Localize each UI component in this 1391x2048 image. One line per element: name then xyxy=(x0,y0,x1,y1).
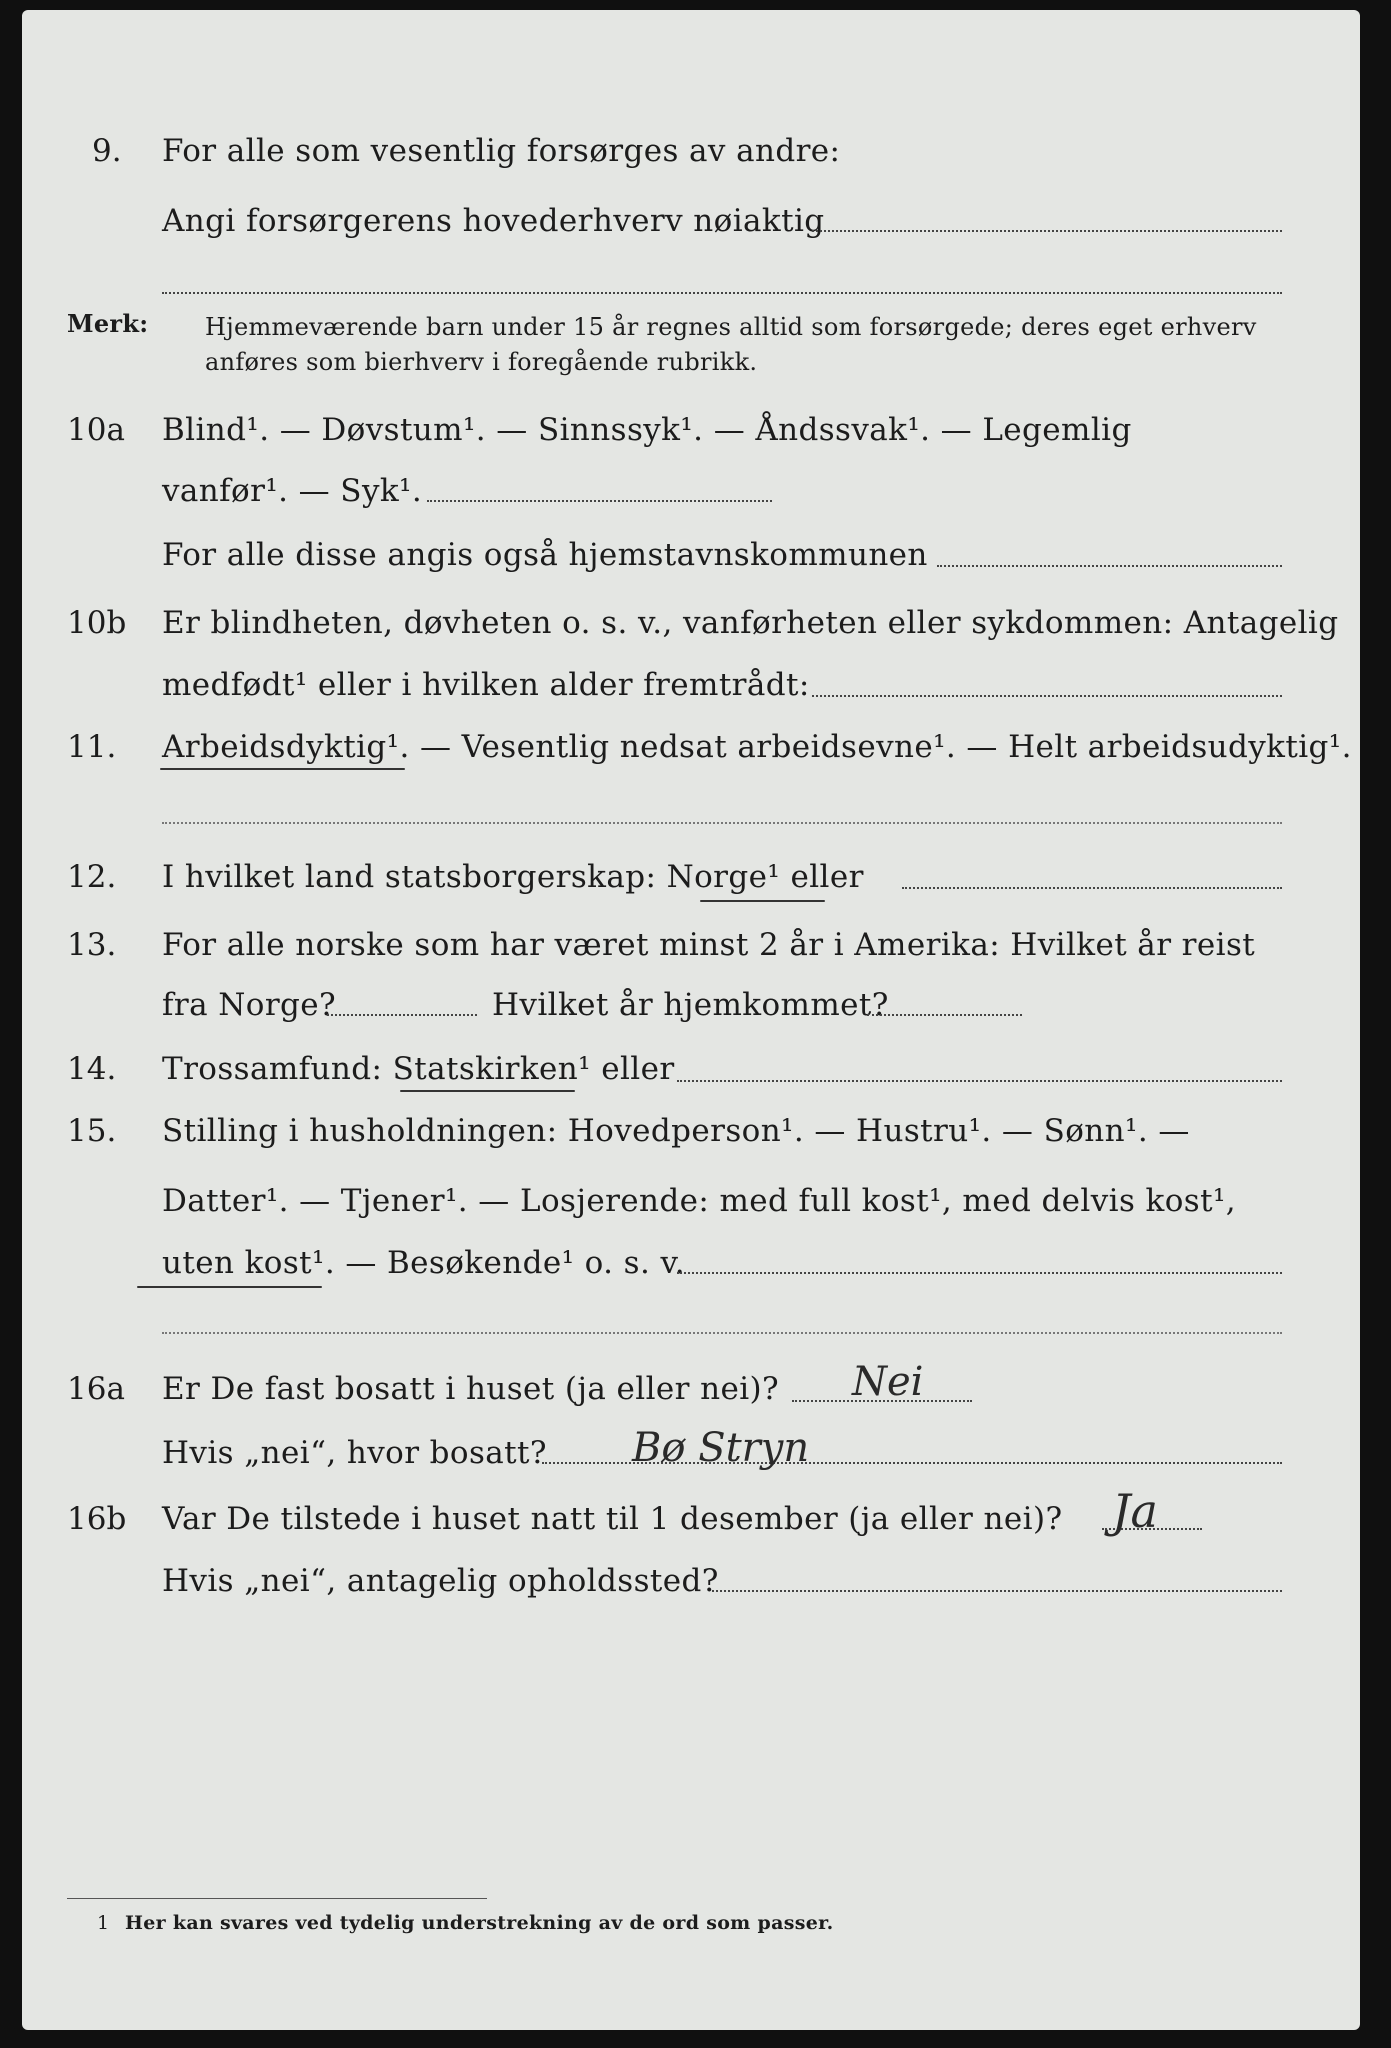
q12-number: 12. xyxy=(67,859,117,895)
q16b-number: 16b xyxy=(67,1501,127,1537)
divider xyxy=(162,822,1282,824)
divider xyxy=(162,1332,1282,1334)
footnote-mark: 1 xyxy=(97,1912,110,1934)
q10b-answer-field[interactable] xyxy=(812,695,1282,697)
q9-text-line1: For alle som vesentlig forsørges av andre: xyxy=(162,133,841,169)
q15-text-line3: uten kost¹. — Besøkende¹ o. s. v. xyxy=(162,1245,685,1281)
q12-text-line1: I hvilket land statsborgerskap: Norge¹ eller xyxy=(162,859,864,895)
q10a-number: 10a xyxy=(67,412,125,448)
q9-number: 9. xyxy=(92,133,122,169)
q15-text-line2: Datter¹. — Tjener¹. — Losjerende: med full kost¹, med delvis kost¹, xyxy=(162,1183,1237,1219)
q10b-text-line2: medfødt¹ eller i hvilken alder fremtrådt: xyxy=(162,667,810,703)
footnote-rule xyxy=(67,1898,487,1899)
q13-return-year-field[interactable] xyxy=(867,1014,1022,1016)
q11-number: 11. xyxy=(67,729,117,765)
footnote-text: Her kan svares ved tydelig understrekning av de ord som passer. xyxy=(125,1912,834,1934)
q11-text-line1: Arbeidsdyktig¹. — Vesentlig nedsat arbeidsevne¹. — Helt arbeidsudyktig¹. xyxy=(162,729,1352,765)
q10a-text-line1: Blind¹. — Døvstum¹. — Sinnssyk¹. — Åndssvak¹. — Legemlig xyxy=(162,412,1132,448)
q16b-text-line1: Var De tilstede i huset natt til 1 desember (ja eller nei)? xyxy=(162,1501,1063,1537)
q16b-whereabouts-field[interactable] xyxy=(712,1590,1282,1592)
q15-underline-mark xyxy=(137,1286,322,1288)
q13-text-line2a: fra Norge? xyxy=(162,987,337,1023)
q16a-number: 16a xyxy=(67,1371,125,1407)
q14-number: 14. xyxy=(67,1051,117,1087)
q14-underline-mark xyxy=(400,1090,575,1092)
q13-text-line2b: Hvilket år hjemkommet? xyxy=(492,987,889,1023)
q13-number: 13. xyxy=(67,927,117,963)
q16a-text-line1: Er De fast bosatt i huset (ja eller nei)? xyxy=(162,1371,780,1407)
q10a-answer-field[interactable] xyxy=(427,500,772,502)
census-form-page xyxy=(22,10,1360,2030)
merk-text-line1: Hjemmeværende barn under 15 år regnes alltid som forsørgede; deres eget erhverv xyxy=(205,313,1257,341)
q16a-handwritten-answer1: Nei xyxy=(852,1359,924,1405)
q14-answer-field[interactable] xyxy=(677,1080,1282,1082)
q10b-number: 10b xyxy=(67,605,127,641)
q13-departure-year-field[interactable] xyxy=(327,1014,477,1016)
q12-answer-field[interactable] xyxy=(902,887,1282,889)
q10a-hometown-field[interactable] xyxy=(937,565,1282,567)
q13-text-line1: For alle norske som har været minst 2 år i Amerika: Hvilket år reist xyxy=(162,927,1256,963)
q16a-handwritten-answer2: Bø Stryn xyxy=(632,1425,810,1471)
q9-answer-field[interactable] xyxy=(812,230,1282,232)
merk-label: Merk: xyxy=(67,309,149,338)
q15-answer-field[interactable] xyxy=(677,1272,1282,1274)
q11-underline-mark xyxy=(160,768,405,770)
merk-text-line2: anføres som bierhverv i foregående rubrikk. xyxy=(205,348,758,376)
q12-underline-mark xyxy=(700,900,825,902)
q16b-handwritten-answer1: Ja xyxy=(1112,1484,1158,1538)
q16b-text-line2: Hvis „nei“, antagelig opholdssted? xyxy=(162,1563,719,1599)
q16a-text-line2: Hvis „nei“, hvor bosatt? xyxy=(162,1435,547,1471)
q10a-text-line2: vanfør¹. — Syk¹. xyxy=(162,473,423,509)
q15-number: 15. xyxy=(67,1113,117,1149)
q9-answer-field-extra[interactable] xyxy=(162,292,1282,294)
q9-text-line2: Angi forsørgerens hovederhverv nøiaktig xyxy=(162,203,825,239)
q14-text-line1: Trossamfund: Statskirken¹ eller xyxy=(162,1051,675,1087)
q10a-text-line3: For alle disse angis også hjemstavnskommunen xyxy=(162,537,928,573)
q10b-text-line1: Er blindheten, døvheten o. s. v., vanførheten eller sykdommen: Antagelig xyxy=(162,605,1339,641)
q15-text-line1: Stilling i husholdningen: Hovedperson¹. — Hustru¹. — Sønn¹. — xyxy=(162,1113,1190,1149)
